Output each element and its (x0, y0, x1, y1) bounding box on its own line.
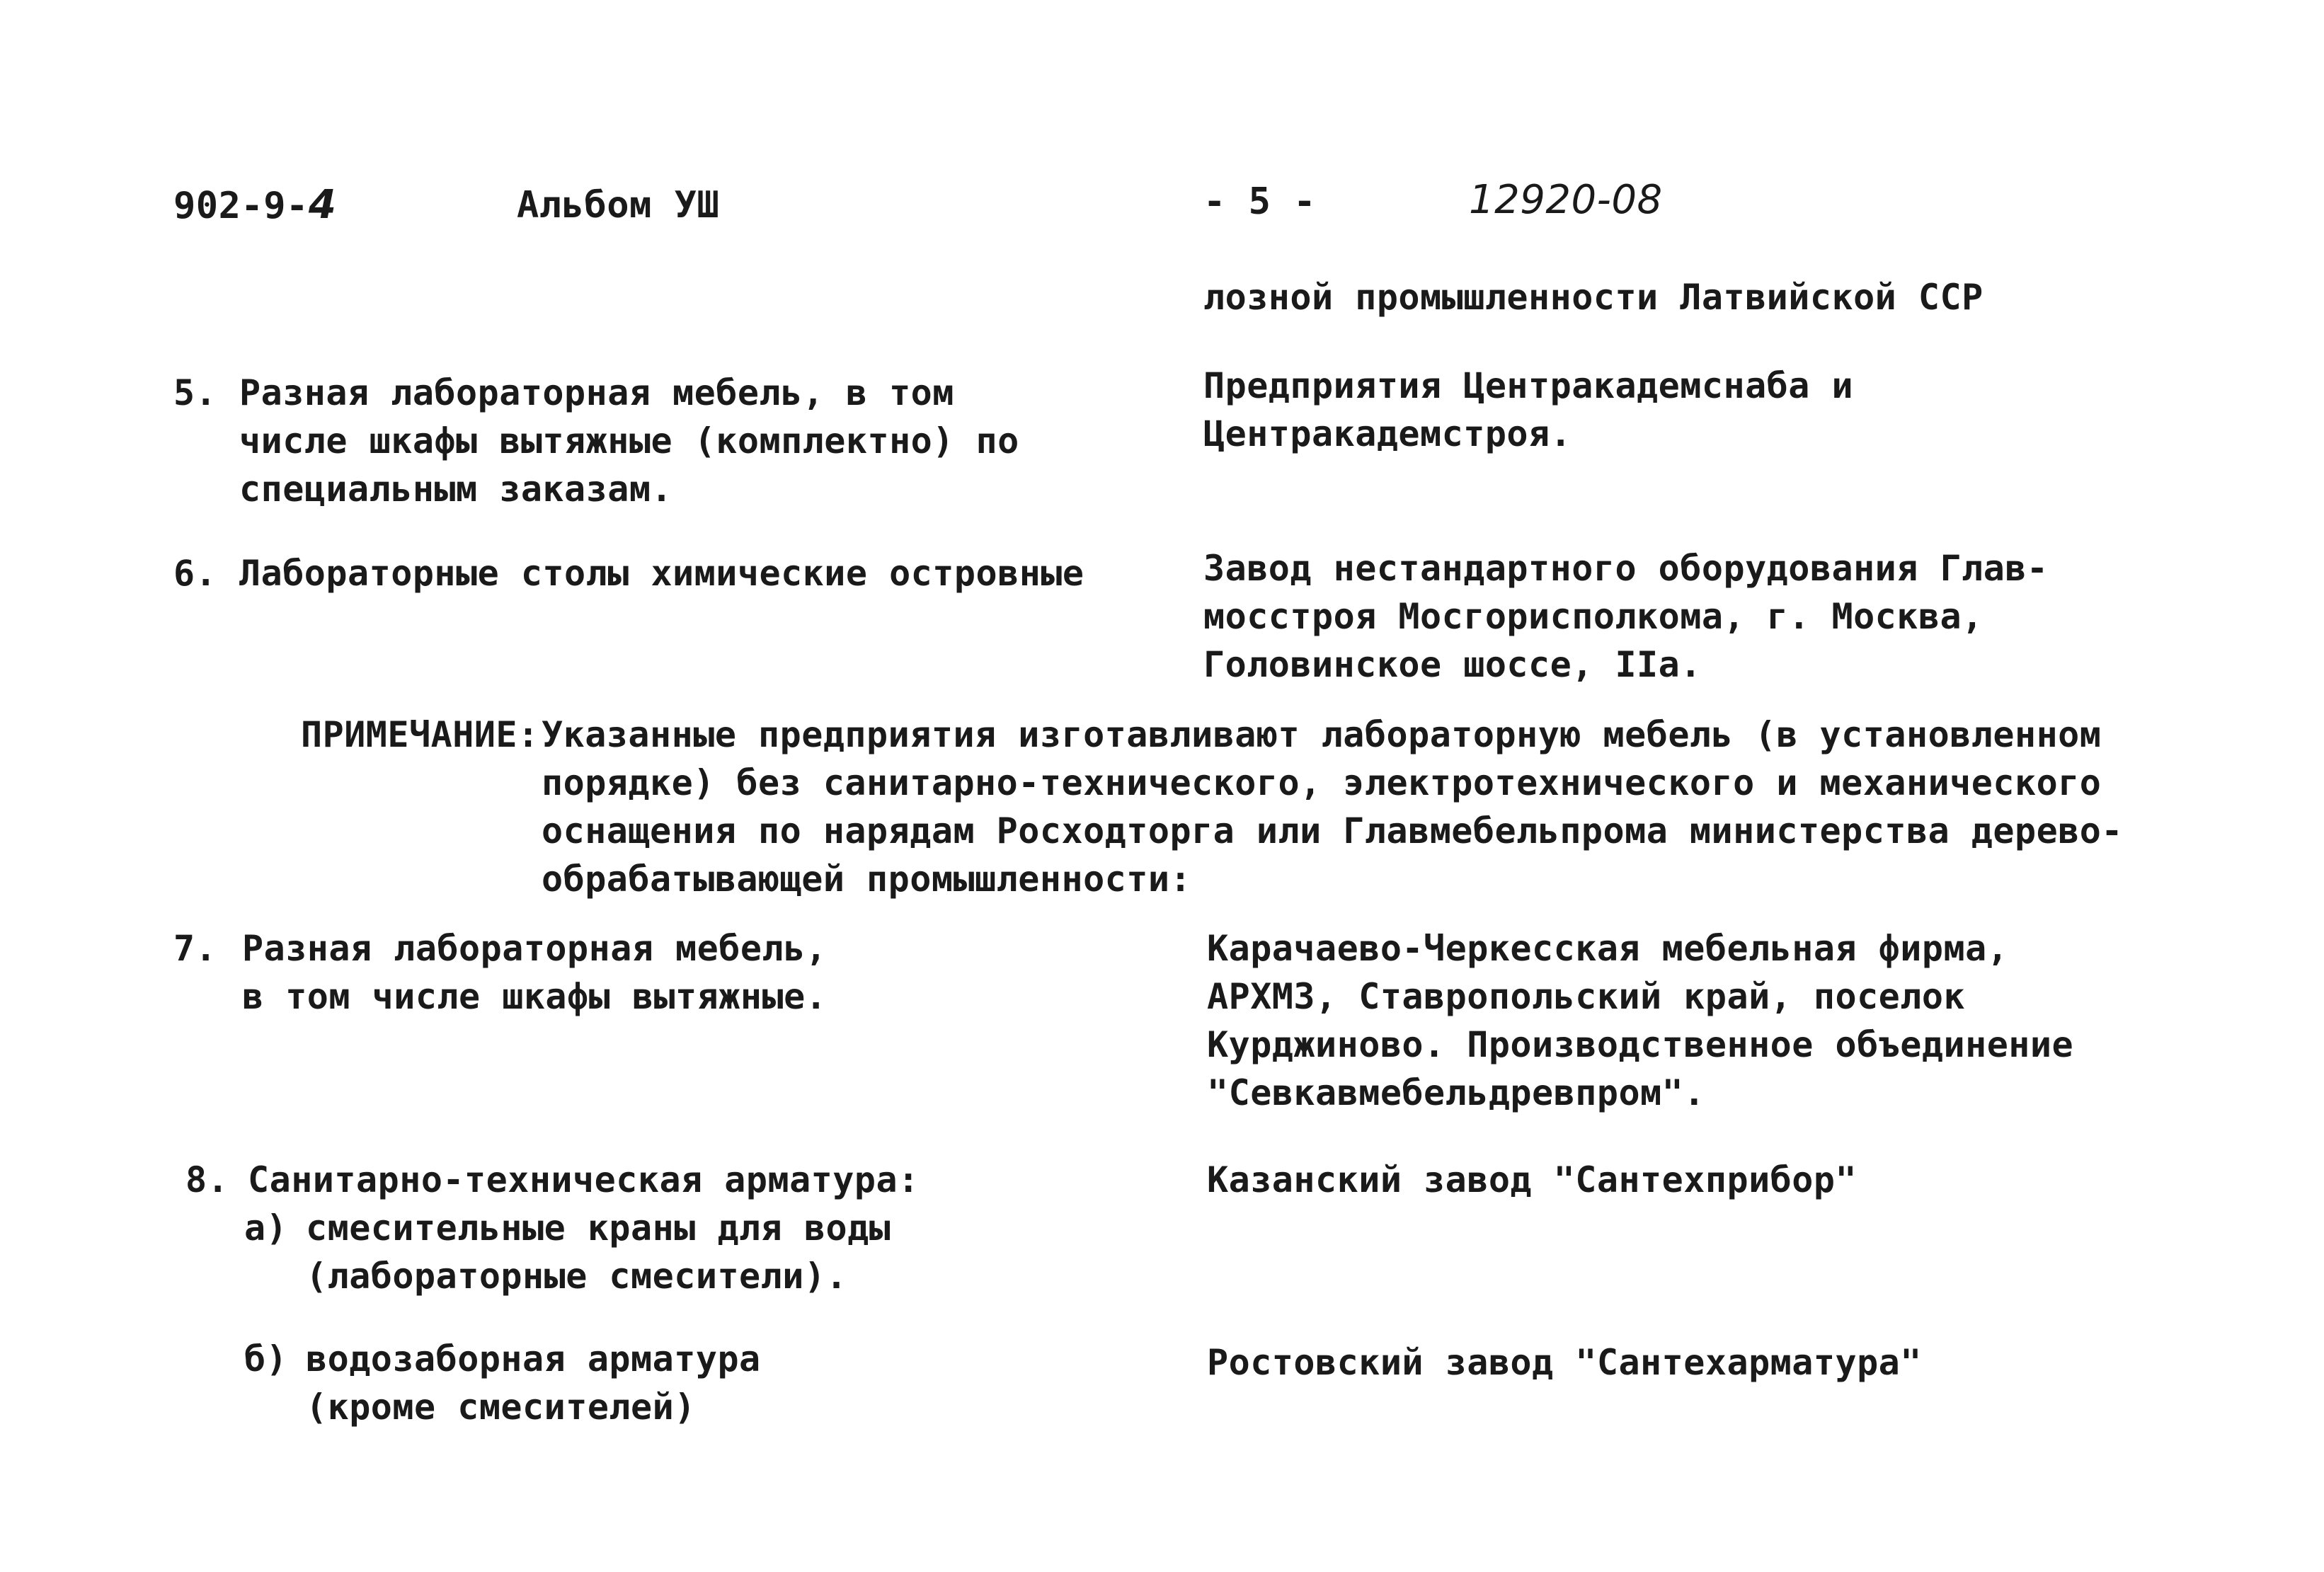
note-label: ПРИМЕЧАНИЕ: (301, 714, 539, 755)
header-page-number: - 5 - (1203, 180, 1317, 223)
item-8-line-1: Санитарно-техническая арматура: (248, 1159, 920, 1200)
continuation-line: лозной промышленности Латвийской ССР (1203, 277, 1984, 318)
item-5-line-2: числе шкафы вытяжные (комплектно) по (239, 420, 1019, 461)
item-7-supplier-3: Курджиново. Производственное объединение (1207, 1024, 2074, 1065)
item-8b-letter: б) (244, 1338, 288, 1379)
item-7-supplier-1: Карачаево-Черкесская мебельная фирма, (1207, 928, 2009, 969)
item-7-line-2: в том числе шкафы вытяжные. (242, 976, 828, 1017)
item-8b-line-1: водозаборная арматура (306, 1338, 761, 1379)
item-5-supplier-1: Предприятия Центракадемснаба и (1203, 365, 1854, 406)
item-6-number: 6. (173, 553, 217, 594)
header-series-handwritten: 4 (308, 182, 337, 228)
item-8a-line-1: смесительные краны для воды (306, 1207, 891, 1249)
item-5-number: 5. (173, 372, 217, 413)
item-8b-supplier: Ростовский завод "Сантехарматура" (1207, 1342, 1922, 1383)
item-8b-line-2: (кроме смесителей) (306, 1387, 696, 1428)
header-series-code: 902-9- (173, 185, 309, 227)
item-8-number: 8. (185, 1159, 229, 1200)
item-7-number: 7. (173, 928, 217, 969)
item-7-supplier-2: АРХМЗ, Ставропольский край, поселок (1207, 976, 1966, 1017)
item-7-line-1: Разная лабораторная мебель, (242, 928, 828, 969)
header-doc-number: 12920-08 (1469, 177, 1663, 223)
item-5-line-3: специальным заказам. (239, 469, 673, 510)
item-8a-letter: а) (244, 1207, 288, 1249)
note-line-2: порядке) без санитарно-технического, электротехнического и механического (542, 762, 2102, 803)
header-series (173, 180, 336, 231)
item-5-line-1: Разная лабораторная мебель, в том (239, 372, 954, 413)
item-8a-supplier: Казанский завод "Сантехприбор" (1207, 1159, 1858, 1200)
note-line-4: обрабатывающей промышленности: (542, 859, 1192, 900)
item-5-supplier-2: Центракадемстроя. (1203, 413, 1572, 454)
note-line-1: Указанные предприятия изготавливают лабораторную мебель (в установленном (542, 714, 2102, 755)
item-6-supplier-3: Головинское шоссе, IIа. (1203, 644, 1702, 685)
note-line-3: оснащения по нарядам Росходторга или Главмебельпрома министерства дерево- (542, 810, 2123, 851)
item-6-line-1: Лабораторные столы химические островные (239, 553, 1084, 594)
item-7-supplier-4: "Севкавмебельдревпром". (1207, 1072, 1705, 1113)
header-album: Альбом УШ (517, 184, 720, 226)
item-6-supplier-2: мосстроя Мосгорисполкома, г. Москва, (1203, 596, 1984, 637)
item-8a-line-2: (лабораторные смесители). (306, 1256, 848, 1297)
item-6-supplier-1: Завод нестандартного оборудования Глав- (1203, 548, 2049, 589)
